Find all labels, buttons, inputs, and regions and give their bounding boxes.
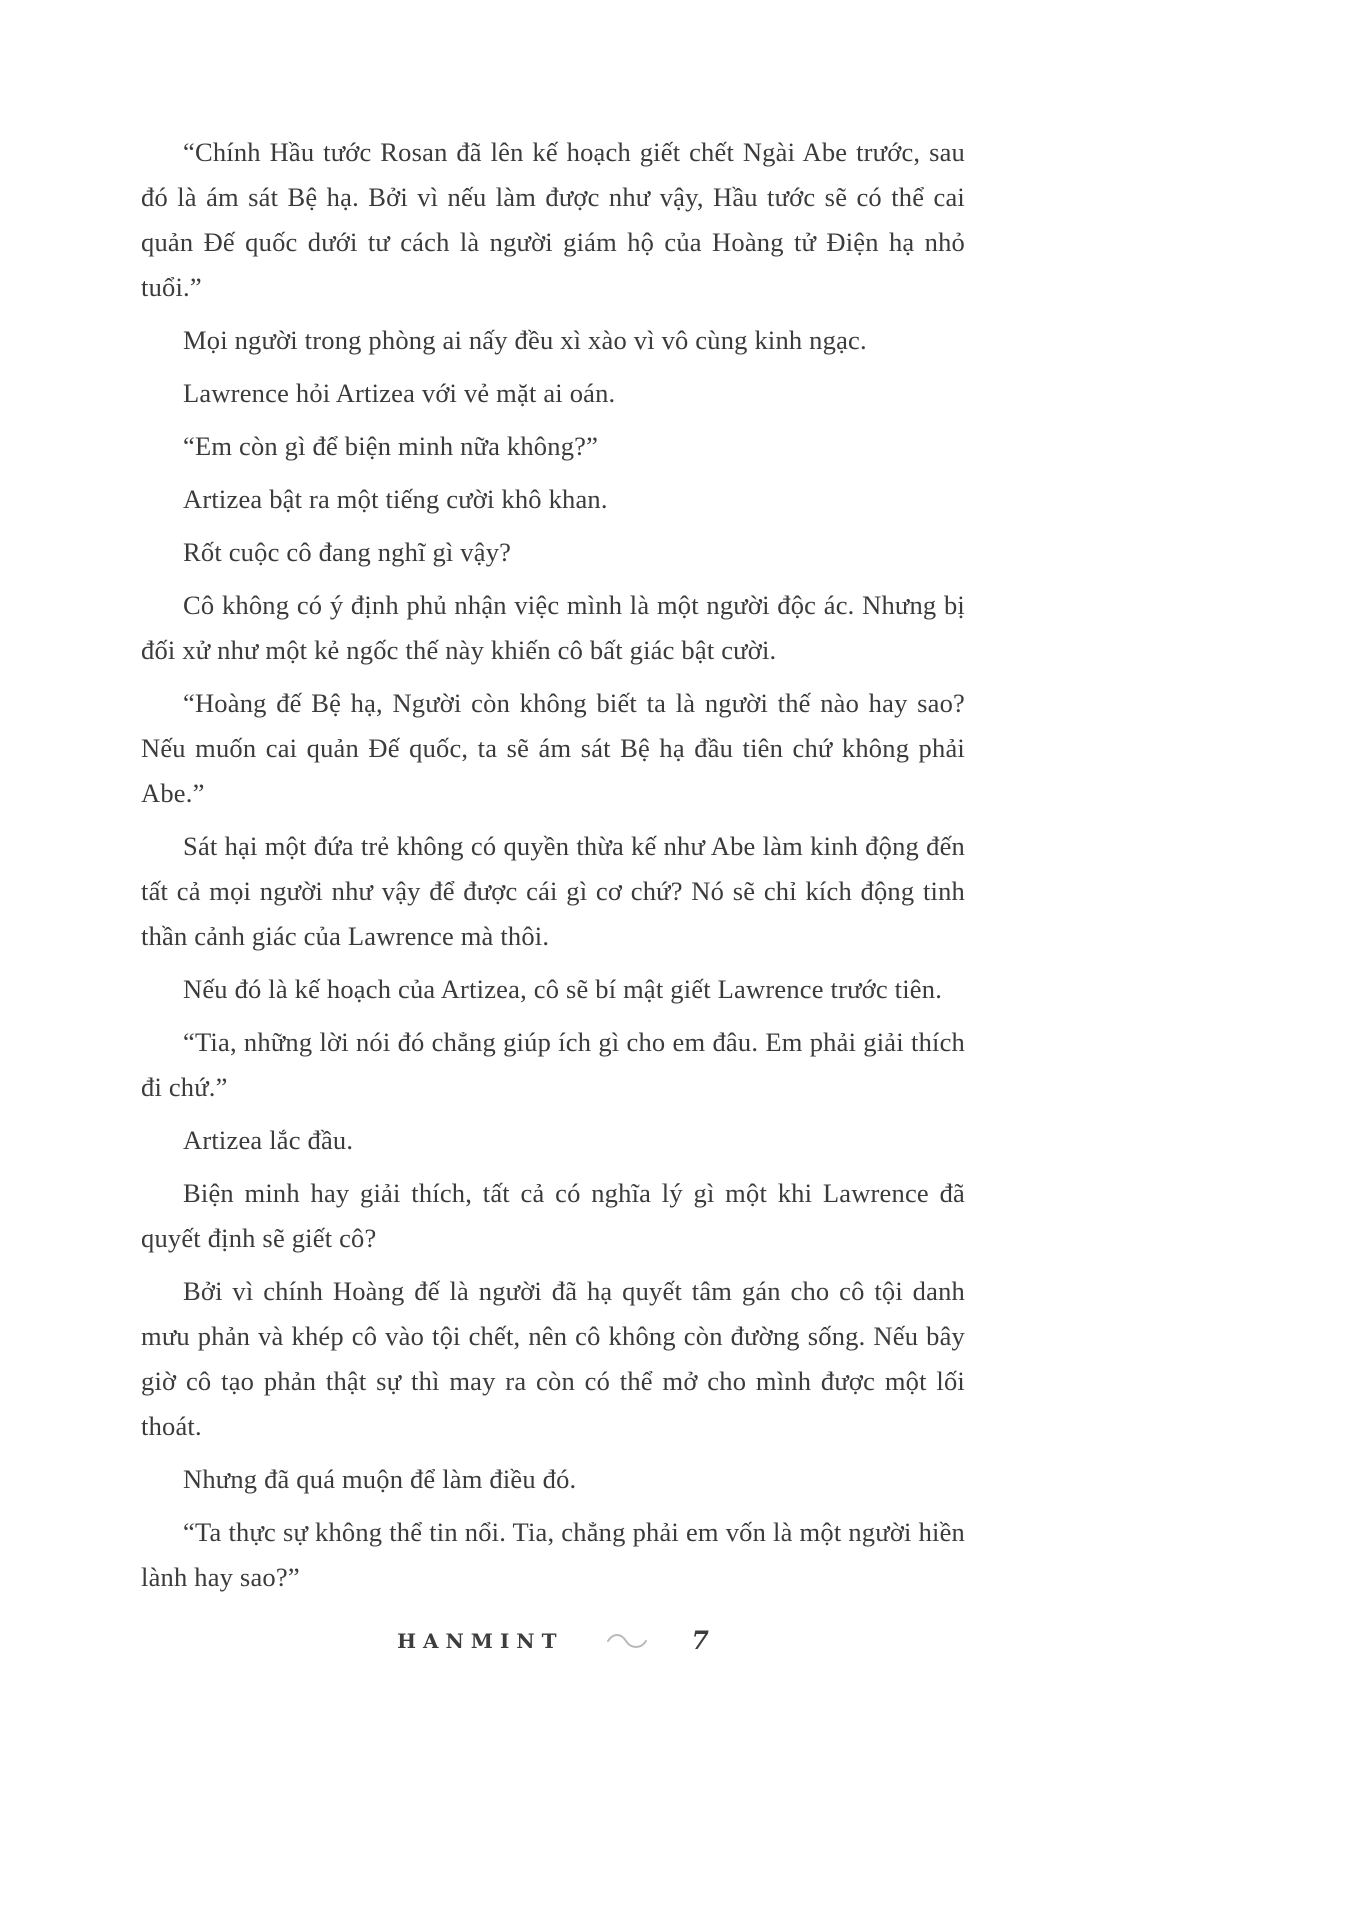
paragraph: “Hoàng đế Bệ hạ, Người còn không biết ta là người thế nào hay sao? Nếu muốn cai quản Đế quốc, ta sẽ ám sát Bệ hạ đầu tiên chứ không phải Abe.” — [141, 688, 965, 808]
paragraph: “Ta thực sự không thể tin nổi. Tia, chẳng phải em vốn là một người hiền lành hay sao?” — [141, 1517, 965, 1592]
paragraph: Lawrence hỏi Artizea với vẻ mặt ai oán. — [183, 378, 616, 408]
paragraph: Sát hại một đứa trẻ không có quyền thừa kế như Abe làm kinh động đến tất cả mọi người như vậy để được cái gì cơ chứ? Nó sẽ chỉ kích động tinh thần cảnh giác của Lawrence mà thôi. — [141, 831, 965, 951]
page-footer — [141, 1626, 965, 1655]
paragraph: Cô không có ý định phủ nhận việc mình là một người độc ác. Nhưng bị đối xử như một kẻ ngốc thế này khiến cô bất giác bật cười. — [141, 590, 965, 665]
paragraph: Bởi vì chính Hoàng đế là người đã hạ quyết tâm gán cho cô tội danh mưu phản và khép cô vào tội chết, nên cô không còn đường sống. Nếu bây giờ cô tạo phản thật sự thì may ra còn có thể mở cho mình được một lối thoát. — [141, 1276, 965, 1441]
paragraph: Artizea lắc đầu. — [183, 1125, 354, 1155]
paragraph: Biện minh hay giải thích, tất cả có nghĩa lý gì một khi Lawrence đã quyết định sẽ giết cô? — [141, 1178, 965, 1253]
paragraph: Artizea bật ra một tiếng cười khô khan. — [183, 484, 608, 514]
text-column — [141, 130, 965, 1655]
paragraph: Rốt cuộc cô đang nghĩ gì vậy? — [183, 537, 512, 567]
paragraph: Mọi người trong phòng ai nấy đều xì xào vì vô cùng kinh ngạc. — [183, 325, 867, 355]
publisher-logo: HANMINT — [397, 1628, 564, 1653]
paragraph: “Tia, những lời nói đó chẳng giúp ích gì cho em đâu. Em phải giải thích đi chứ.” — [141, 1027, 965, 1102]
page-number: 7 — [691, 1626, 709, 1655]
page-body — [141, 130, 965, 1600]
paragraph: Nhưng đã quá muộn để làm điều đó. — [183, 1464, 577, 1494]
paragraph: “Chính Hầu tước Rosan đã lên kế hoạch giết chết Ngài Abe trước, sau đó là ám sát Bệ hạ. Bởi vì nếu làm được như vậy, Hầu tước sẽ có thể cai quản Đế quốc dưới tư cách là người giám hộ của Hoàng tử Điện hạ nhỏ tuổi.” — [141, 137, 965, 302]
paragraph: Nếu đó là kế hoạch của Artizea, cô sẽ bí mật giết Lawrence trước tiên. — [183, 974, 943, 1004]
swirl-ornament-icon — [605, 1632, 649, 1650]
paragraph: “Em còn gì để biện minh nữa không?” — [183, 431, 599, 461]
